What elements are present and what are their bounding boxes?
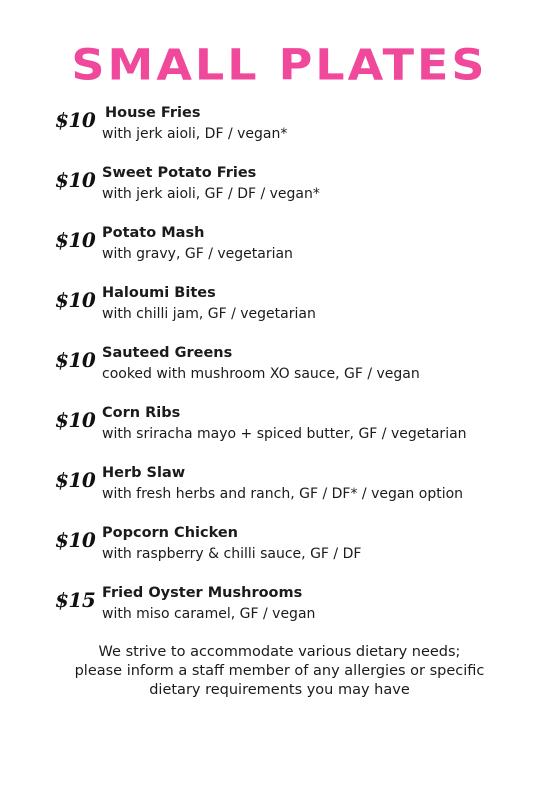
menu-item-price: $10	[55, 168, 96, 192]
menu-title: SMALL PLATES	[71, 40, 488, 90]
dietary-note-line: We strive to accommodate various dietary needs;	[98, 644, 461, 660]
menu-item	[0, 286, 559, 336]
menu-item-name: Corn Ribs	[102, 405, 181, 421]
menu-item-name: Popcorn Chicken	[102, 525, 238, 541]
menu-item	[0, 466, 559, 516]
menu-item-name: Sauteed Greens	[102, 345, 233, 361]
menu-item	[0, 346, 559, 396]
menu-item-description: with chilli jam, GF / vegetarian	[102, 306, 316, 322]
menu-item	[0, 166, 559, 216]
menu-item-name: House Fries	[105, 105, 201, 121]
menu-item-name: Sweet Potato Fries	[102, 165, 257, 181]
menu-item-description: with jerk aioli, DF / vegan*	[102, 126, 288, 142]
menu-item	[0, 586, 559, 636]
menu-item	[0, 226, 559, 276]
menu-item-description: cooked with mushroom XO sauce, GF / vegan	[102, 366, 420, 382]
dietary-note-line: please inform a staff member of any allergies or specific	[74, 663, 485, 679]
menu-item-price: $10	[55, 408, 96, 432]
menu-item-description: with jerk aioli, GF / DF / vegan*	[102, 186, 320, 202]
menu-item-price: $15	[55, 588, 96, 612]
menu-item-name: Potato Mash	[102, 225, 205, 241]
menu-item-name: Haloumi Bites	[102, 285, 216, 301]
menu-item	[0, 106, 559, 156]
menu-item	[0, 406, 559, 456]
menu-item-description: with miso caramel, GF / vegan	[102, 606, 316, 622]
menu-item	[0, 526, 559, 576]
menu-item-price: $10	[55, 228, 96, 252]
menu-item-price: $10	[55, 108, 96, 132]
menu-item-price: $10	[55, 288, 96, 312]
menu-item-description: with raspberry & chilli sauce, GF / DF	[102, 546, 362, 562]
menu-item-price: $10	[55, 468, 96, 492]
menu-item-price: $10	[55, 348, 96, 372]
menu-item-description: with gravy, GF / vegetarian	[102, 246, 293, 262]
menu-item-name: Fried Oyster Mushrooms	[102, 585, 303, 601]
menu-item-name: Herb Slaw	[102, 465, 186, 481]
menu-item-description: with sriracha mayo + spiced butter, GF / vegetarian	[102, 426, 467, 442]
dietary-note-line: dietary requirements you may have	[149, 682, 410, 698]
menu-item-description: with fresh herbs and ranch, GF / DF* / vegan option	[102, 486, 464, 502]
menu-item-price: $10	[55, 528, 96, 552]
dietary-note	[0, 643, 559, 700]
